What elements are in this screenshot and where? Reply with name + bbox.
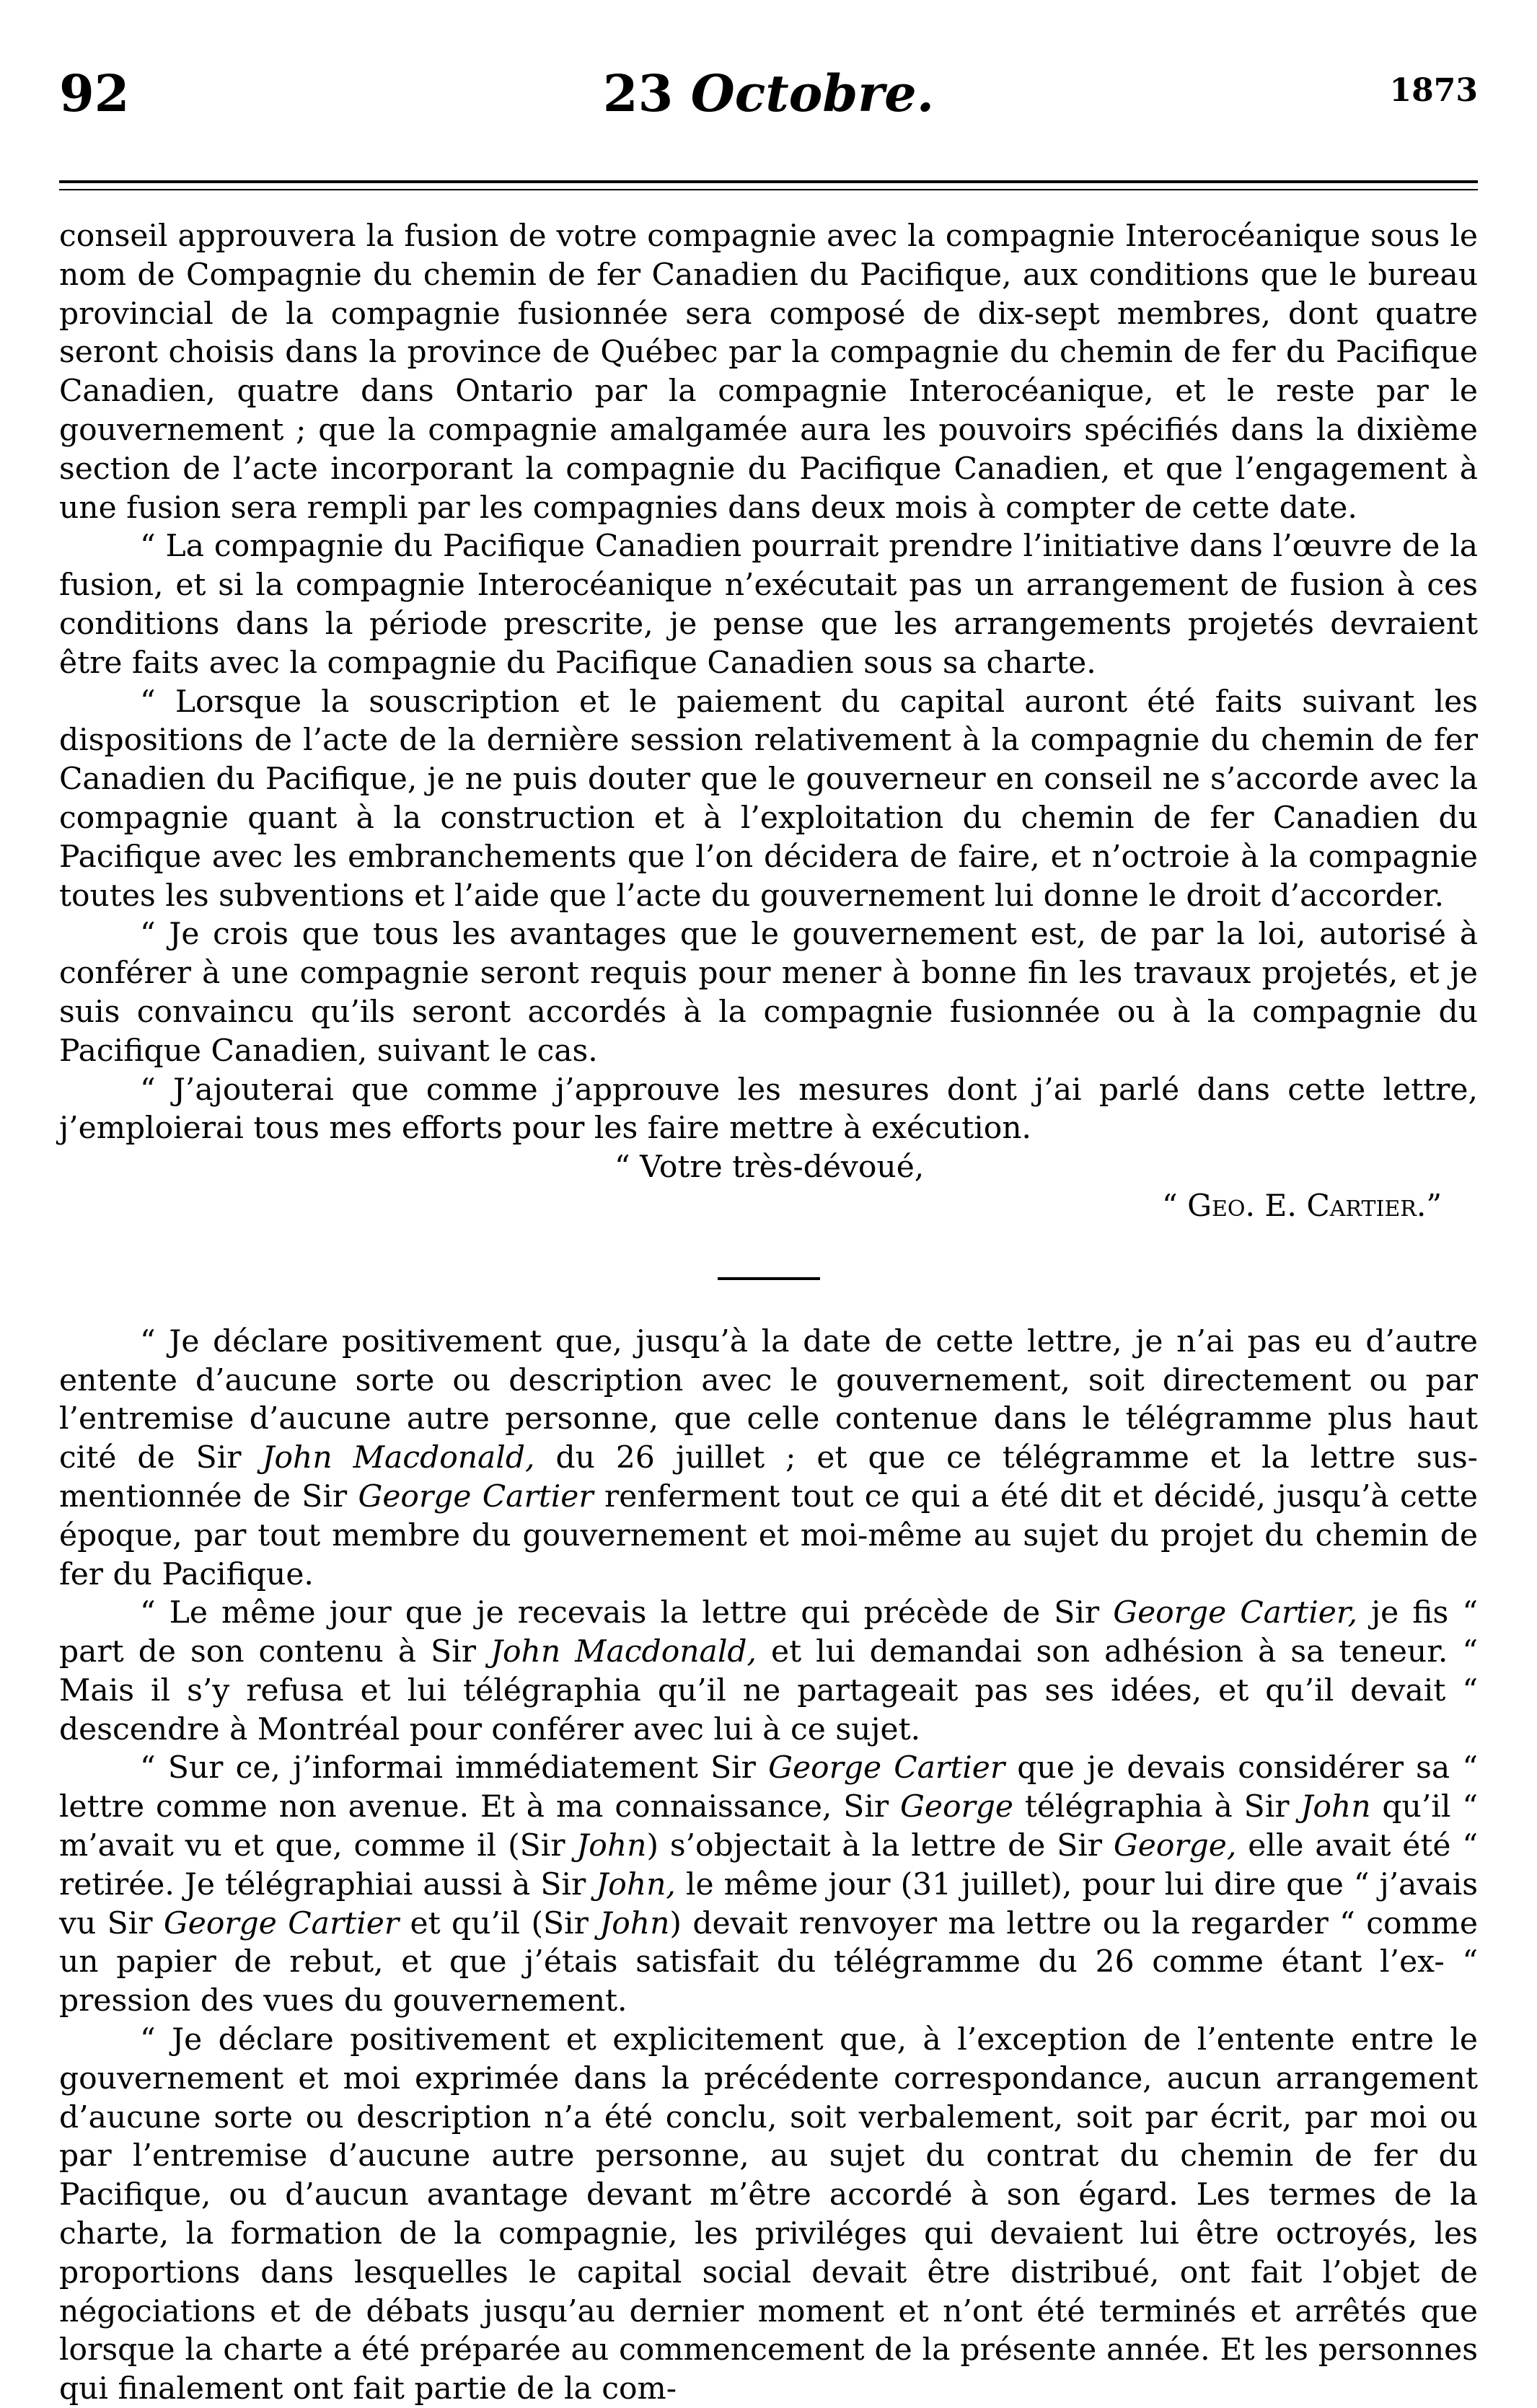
header-rules [59,180,1478,190]
running-header [59,63,1478,136]
letter-salutation: “ Votre très-dévoué, [615,1149,925,1185]
paragraph-2: “ La compagnie du Pacifique Canadien pourrait prendre l’initiative dans l’œuvre de la fusion, et si la compagnie Interocéanique n’exécutait pas un arrangement de fusion à ces conditions dans la période prescrite, je pense que les arrangements projetés devraient être faits avec la compagnie du Pacifique Canadien sous sa charte. [59,528,1478,680]
paragraph-7: “ Le même jour que je recevais la lettre qui précède de Sir George Cartier, je fis “ part de son contenu à Sir John Macdonald, et lui demandai son adhésion à sa teneur. “ Mais il s’y refusa et lui télégraphia qu’il ne partageait pas ses idées, et qu’il devait “ descendre à Montréal pour conférer avec lui à ce sujet. [59,1595,1478,1747]
paragraph-1: conseil approuvera la fusion de votre compagnie avec la compagnie Interocéanique sous le nom de Compagnie du chemin de fer Canadien du Pacifique, aux conditions que le bureau provincial de la compagnie fusionnée sera composé de dix-sept membres, dont quatre seront choisis dans la province de Québec par la compagnie du chemin de fer du Pacifique Canadien, quatre dans Ontario par la compagnie Interocéanique, et le reste par le gouvernement ; que la compagnie amalgamée aura les pouvoirs spécifiés dans la dixième section de l’acte incorporant la compagnie du Pacifique Canadien, et que l’engagement à une fusion sera rempli par les compagnies dans deux mois à compter de cette date. [59,218,1478,525]
paragraph-8: “ Sur ce, j’informai immédiatement Sir George Cartier que je devais considérer sa “ lettre comme non avenue. Et à ma connaissance, Sir George télégraphia à Sir John qu’il “ m’avait vu et que, comme il (Sir John) s’objectait à la lettre de Sir George, elle avait été “ retirée. Je télégraphiai aussi à Sir John, le même jour (31 juillet), pour lui dire que “ j’avais vu Sir George Cartier et qu’il (Sir John) devait renvoyer ma lettre ou la regarder “ comme un papier de rebut, et que j’étais satisfait du télégramme du 26 comme étant l’ex- “ pression des vues du gouvernement. [59,1750,1479,2019]
header-month: Octobre. [690,63,935,123]
header-rule-thin [59,189,1478,190]
paragraph-6: “ Je déclare positivement que, jusqu’à la date de cette lettre, je n’ai pas eu d’autre entente d’aucune sorte ou description avec le gouvernement, soit directement ou par l’entremise d’aucune autre personne, que celle contenue dans le télégramme plus haut cité de Sir John Macdonald, du 26 juillet ; et que ce télégramme et la lettre sus-mentionnée de Sir George Cartier renferment tout ce qui a été dit et décidé, jusqu’à cette époque, par tout membre du gouvernement et moi-même au sujet du projet du chemin de fer du Pacifique. [59,1323,1478,1592]
paragraph-3: “ Lorsque la souscription et le paiement du capital auront été faits suivant les dispositions de l’acte de la dernière session relativement à la compagnie du chemin de fer Canadien du Pacifique, je ne puis douter que le gouverneur en conseil ne s’accorde avec la compagnie quant à la construction et à l’exploitation du chemin de fer Canadien du Pacifique avec les embranchements que l’on décidera de faire, et n’octroie à la compagnie toutes les subventions et l’aide que l’acte du gouvernement lui donne le droit d’accorder. [59,683,1478,913]
header-rule-thick [59,180,1478,183]
header-year: 1873 [1389,72,1478,109]
letter-signature: “ Geo. E. Cartier.” [1161,1187,1442,1223]
header-date [59,63,1478,123]
section-separator [718,1277,820,1280]
paragraph-9: “ Je déclare positivement et explicitement que, à l’exception de l’entente entre le gouvernement et moi exprimée dans la précédente correspondance, aucun arrangement d’aucune sorte ou description n’a été conclu, soit verbalement, soit par écrit, par moi ou par l’entremise d’aucune autre personne, au sujet du contrat du chemin de fer du Pacifique, ou d’aucun avantage devant m’être accordé à son égard. Les termes de la charte, la formation de la compagnie, les priviléges qui devaient lui être octroyés, les proportions dans lesquelles le capital social devait être distribué, ont fait l’objet de négociations et de débats jusqu’au dernier moment et n’ont été terminés et arrêtés que lorsque la charte a été préparée au commencement de la présente année. Et les personnes qui finalement ont fait partie de la com- [59,2021,1478,2407]
paragraph-5: “ J’ajouterai que comme j’approuve les mesures dont j’ai parlé dans cette lettre, j’emploierai tous mes efforts pour les faire mettre à exécution. [59,1071,1478,1146]
paragraph-4: “ Je crois que tous les avantages que le gouvernement est, de par la loi, autorisé à conférer à une compagnie seront requis pour mener à bonne fin les travaux projetés, et je suis convaincu qu’ils seront accordés à la compagnie fusionnée ou à la compagnie du Pacifique Canadien, suivant le cas. [59,916,1478,1068]
page-body [59,216,1478,2408]
header-day: 23 [602,63,674,123]
page-number: 92 [59,63,130,123]
